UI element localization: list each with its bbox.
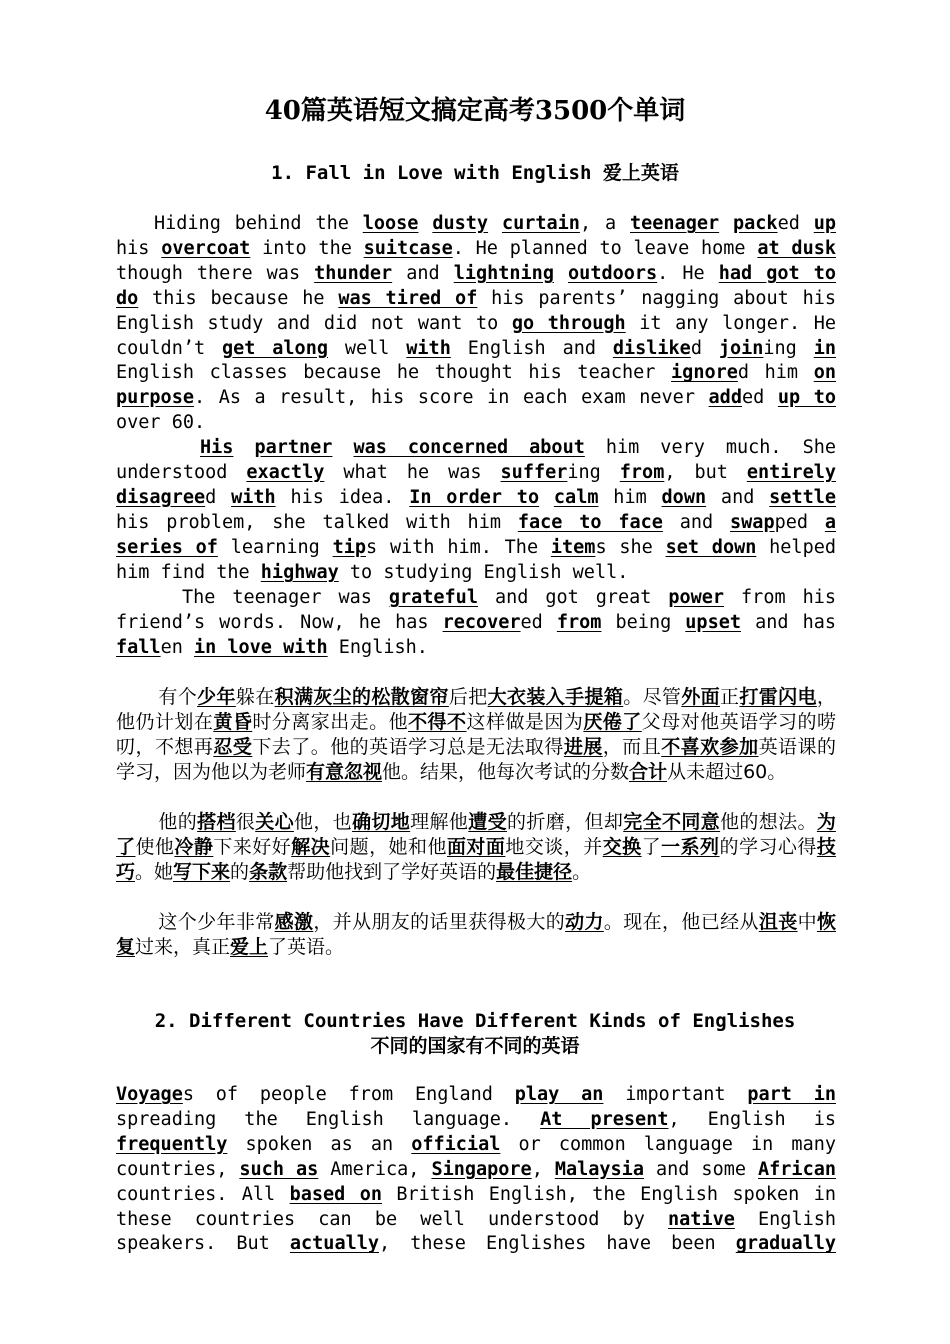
paragraph-3: The teenager was grateful and got great power from his friend’s words. Now, he has recovered from being upset and has — [116, 587, 836, 633]
paragraph-2: His partner was concerned about him very much. She understood exactly what he was suffering from, but entirely disagreed with his idea. In order to calm him down and settle his problem, she talked with him face to face and swapped a series of learning tips with him. The items she set down helped — [116, 437, 837, 558]
paragraph-3-end: fallen in love with English. — [116, 637, 428, 658]
section-1-heading: 1. Fall in Love with English 爱上英语 — [271, 162, 679, 184]
zh-paragraph-3: 这个少年非常感激，并从朋友的话里获得极大的动力。现在，他已经从沮丧中恢复过来，真正爱上了英语。 — [116, 911, 836, 958]
section-2-heading — [0, 1009, 950, 1059]
section-2-heading-zh: 不同的国家有不同的英语 — [370, 1035, 580, 1057]
paragraph-2-end: him find the highway to studying English well. — [116, 562, 629, 583]
zh-paragraph-2: 他的搭档很关心他，也确切地理解他遭受的折磨，但却完全不同意他的想法。为了使他冷静下来好好解决问题，她和他面对面地交谈，并交换了一系列的学习心得技巧。她写下来的条款帮助他找到了学好英语的最佳捷径。 — [116, 811, 836, 883]
section-2-paragraph-1: Voyages of people from England play an important part in spreading the English language. At present, English is frequently spoken as an official or common language in many countries, such as America, Singapore, Malaysia and some African countries. All based on British English, the English spoken in these countries can be well understood by native English speakers. But actually, these Englishes have been gradually — [116, 1084, 836, 1255]
section-2-heading-en: 2. Different Countries Have Different Kinds of Englishes — [154, 1010, 796, 1032]
zh-paragraph-1: 有个少年躲在积满灰尘的松散窗帘后把大衣装入手提箱。尽管外面正打雷闪电， 他仍计划在黄昏时分离家出走。他不得不这样做是因为厌倦了父母对他英语学习的唠叨，不想再忍受下去了。他的英语学习总是无法取得进展，而且不喜欢参加英语课的学习，因为他以为老师有意忽视他。结果，他每次考试的分数合计从未超过60。 — [116, 686, 836, 783]
paragraph-1: Hiding behind the loose dusty curtain, a teenager packed up his overcoat into the suitcase. He planned to leave home at dusk though there was thunder and lightning outdoors. He had got to do this because he was tired of his parents’ nagging about his English study and did not want to go through it any longer. He couldn’t get along well with English and disliked joining in English classes because he thought his teacher ignored him on purpose. As a result, his score in each exam never added up to — [116, 213, 837, 409]
paragraph-1-end: over 60. — [116, 412, 206, 433]
document-title: 40篇英语短文搞定高考3500个单词 — [264, 96, 686, 126]
